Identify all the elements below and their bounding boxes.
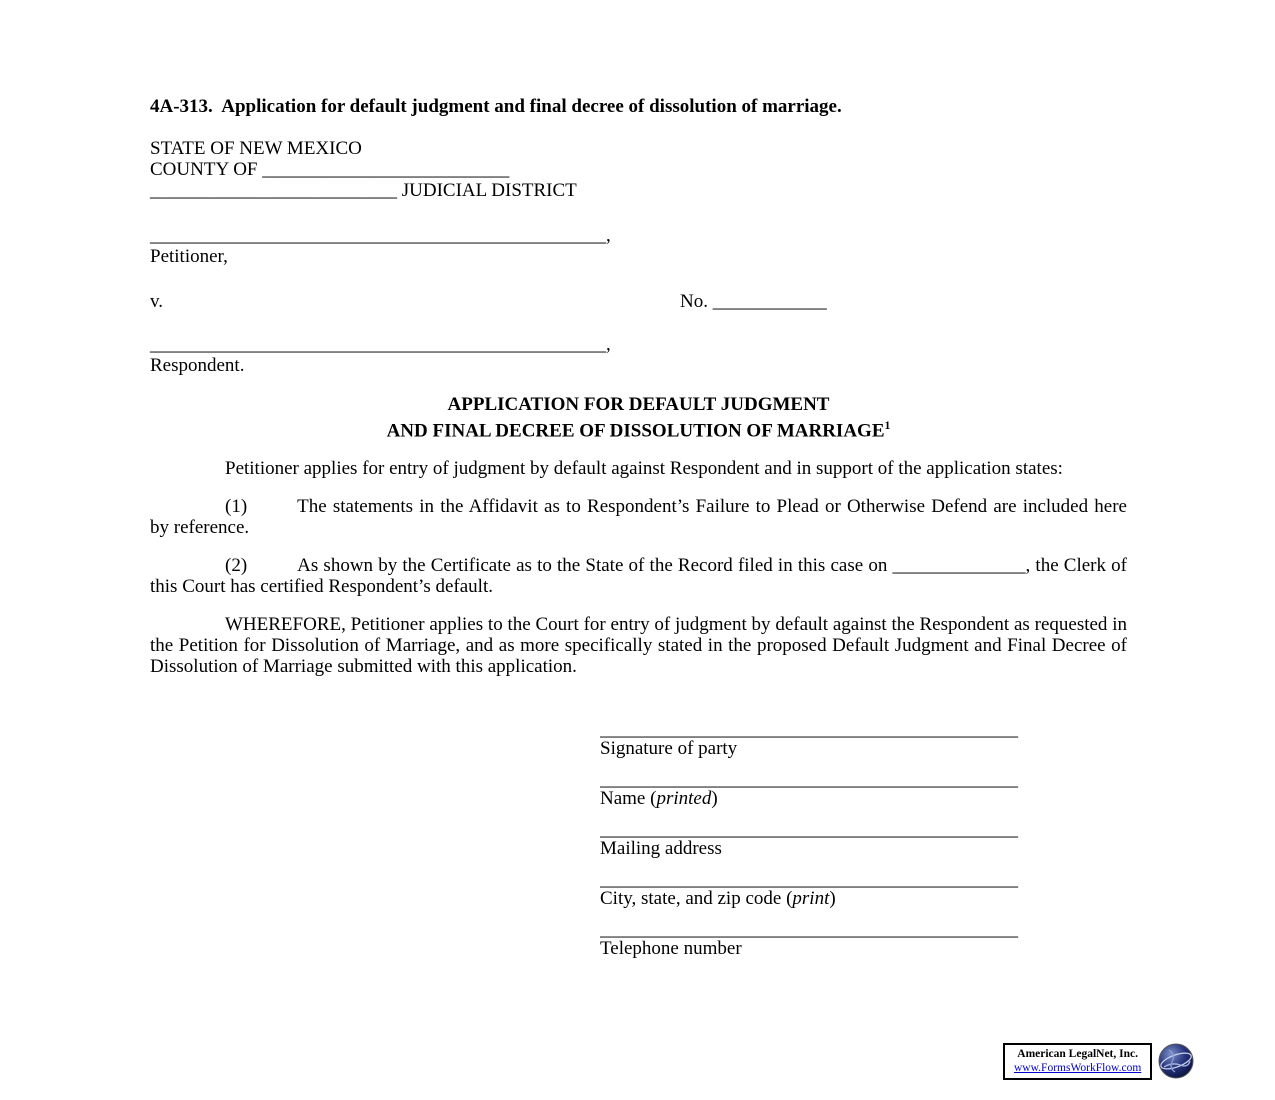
signature-label: City, state, and zip code (print) [600, 888, 836, 910]
signature-row [600, 921, 1028, 959]
versus-row [150, 291, 1127, 312]
item-number: (2) [225, 555, 248, 577]
item-number: (1) [225, 496, 248, 518]
signature-row [600, 721, 1028, 759]
county-line: COUNTY OF __________________________ [150, 159, 510, 180]
vendor-name: American LegalNet, Inc. [1017, 1047, 1138, 1060]
signature-line: ____________________________________________ [600, 871, 1018, 889]
respondent-block [150, 334, 1127, 376]
signature-line: ____________________________________________ [600, 771, 1018, 789]
document-title-line1: APPLICATION FOR DEFAULT JUDGMENT [447, 394, 830, 415]
signature-row [600, 771, 1028, 809]
formsworkflow-link[interactable]: www.FormsWorkFlow.com [1014, 1061, 1142, 1074]
state-line: STATE OF NEW MEXICO [150, 138, 362, 159]
signature-line: ____________________________________________ [600, 921, 1018, 939]
signature-label: Mailing address [600, 838, 722, 860]
signature-label: Name (printed) [600, 788, 718, 810]
signature-row [600, 871, 1028, 909]
signature-label: Telephone number [600, 938, 742, 960]
versus-label: v. [150, 291, 164, 312]
signature-block [600, 721, 1028, 959]
respondent-blank: ________________________________________________, [150, 334, 611, 355]
globe-logo-icon [1157, 1042, 1195, 1080]
case-number-blank: ____________ [712, 291, 827, 312]
signature-label: Signature of party [600, 738, 738, 760]
vendor-footer [1003, 1042, 1195, 1080]
document-title-line2: AND FINAL DECREE OF DISSOLUTION OF MARRIAGE$^1$ [386, 419, 891, 442]
district-blank: __________________________ [150, 180, 397, 201]
respondent-label: Respondent. [150, 355, 245, 376]
signature-line: ____________________________________________ [600, 721, 1018, 739]
section-heading: 4A-313. Application for default judgment and final decree of dissolution of marriage. [150, 96, 842, 117]
vendor-box [1003, 1043, 1152, 1080]
petitioner-block [150, 225, 1127, 267]
wherefore-paragraph: WHEREFORE, Petitioner applies to the Court for entry of judgment by default against the Respondent as requested in the Petition for Dissolution of Marriage, and as more specifically stated in the proposed Default Judgment and Final Decree of Dissolution of Marriage submitted with this application. [150, 614, 1127, 678]
document-content [150, 96, 1127, 971]
document-title [150, 394, 1127, 441]
numbered-paragraph-1: (1) The statements in the Affidavit as to Respondent’s Failure to Plead or Otherwise Defend are included here by reference. [150, 496, 1127, 539]
footnote-marker: 1 [884, 419, 891, 432]
county-blank: __________________________ [262, 159, 510, 180]
vendor-url-line [1014, 1061, 1141, 1075]
petitioner-blank: ________________________________________________, [150, 225, 611, 246]
petitioner-label: Petitioner, [150, 246, 228, 267]
case-number-line: No. ____________ [680, 291, 827, 312]
signature-row [600, 821, 1028, 859]
numbered-paragraph-2: (2) As shown by the Certificate as to the State of the Record filed in this case on ______________, the Clerk of this Court has certified Respondent’s default. [150, 555, 1127, 598]
intro-paragraph: Petitioner applies for entry of judgment by default against Respondent and in support of the application states: [225, 458, 1063, 480]
district-line: __________________________ JUDICIAL DISTRICT [150, 180, 577, 201]
court-caption [150, 138, 1127, 201]
signature-line: ____________________________________________ [600, 821, 1018, 839]
